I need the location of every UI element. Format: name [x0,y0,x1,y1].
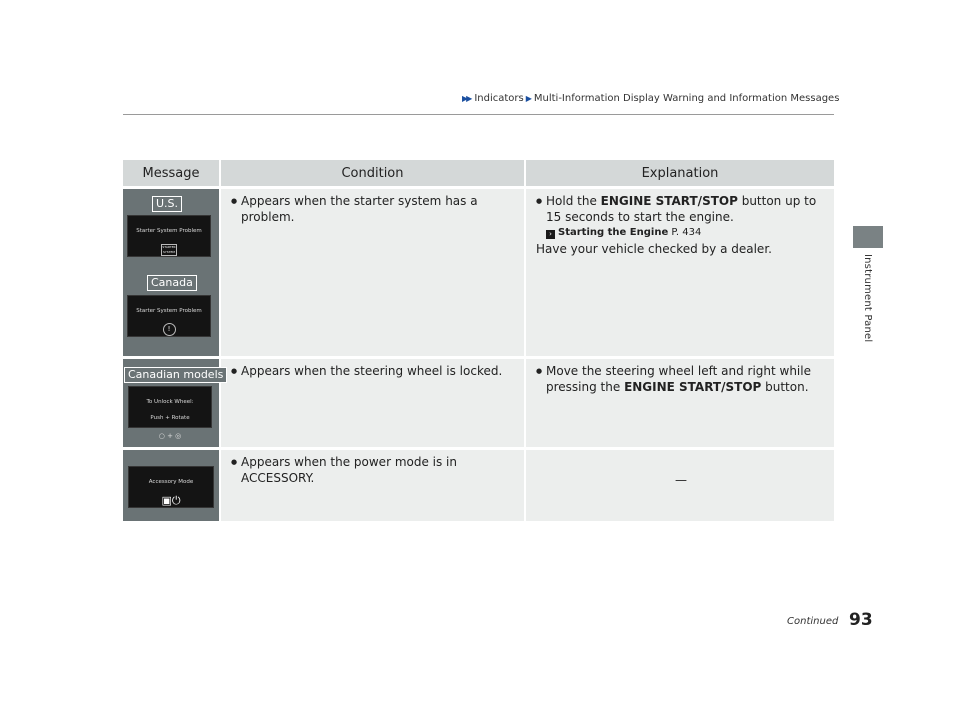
message-table [123,157,834,524]
section-side-label: Instrument Panel [862,254,873,343]
explanation-text: ● Hold the ENGINE START/STOP button up to 15 seconds to start the engine. [536,193,826,225]
header-explanation: Explanation [524,160,834,186]
breadcrumb-section[interactable]: Indicators [474,93,524,104]
page-number: 93 [849,610,873,630]
explanation-cell [524,189,834,356]
explanation-cell [524,450,834,521]
explanation-dash: — [675,473,687,487]
double-arrow-icon: ▶▶ [462,94,471,103]
screen-line-2: Push + Rotate [150,415,190,421]
condition-cell [219,450,524,521]
message-image-cell [123,189,219,356]
screen-title: Starter System Problem [136,228,202,234]
breadcrumb [462,93,839,104]
warning-circle-icon: ! [163,323,176,336]
explanation-extra: Have your vehicle checked by a dealer. [536,242,772,256]
explanation-text: ● Move the steering wheel left and right while pressing the ENGINE START/STOP button. [536,363,826,395]
table-header-row [123,160,834,186]
page-reference-link[interactable]: › Starting the Engine P. 434 [536,225,826,241]
condition-text: ● Appears when the starter system has a problem. [231,193,516,225]
tag-canadian-models: Canadian models [124,367,227,383]
header-rule [123,114,834,115]
power-button-icon: ▣⏻ [161,494,181,507]
header-condition: Condition [219,160,524,186]
explanation-cell [524,359,834,447]
continued-label: Continued [787,616,839,627]
condition-text: ● Appears when the steering wheel is locked. [231,363,516,379]
message-image-cell [123,359,224,447]
condition-text: ● Appears when the power mode is in ACCESSORY. [231,454,516,486]
table-row [123,189,834,356]
table-row [123,359,834,447]
screen-title: Accessory Mode [148,479,194,485]
screen-line-1: To Unlock Wheel: [146,399,194,405]
display-screen-starter-canada [127,295,211,337]
display-screen-accessory-mode [128,466,214,508]
header-message: Message [123,160,219,186]
reference-arrow-icon: › [546,230,555,239]
arrow-icon: ▶ [525,94,532,103]
section-tab [853,226,883,248]
display-screen-unlock-wheel [128,386,212,440]
condition-cell [219,189,524,356]
push-rotate-icon: ○ + ◎ [158,432,182,440]
breadcrumb-subsection[interactable]: Multi-Information Display Warning and Information Messages [533,93,840,104]
message-image-cell [123,450,219,521]
condition-cell [219,359,524,447]
screen-title: Starter System Problem [136,308,202,314]
starter-system-icon: STARTER SYSTEM [162,245,176,254]
table-row [123,450,834,521]
tag-us: U.S. [152,196,182,212]
tag-canada: Canada [147,275,197,291]
display-screen-starter-us [127,215,211,257]
